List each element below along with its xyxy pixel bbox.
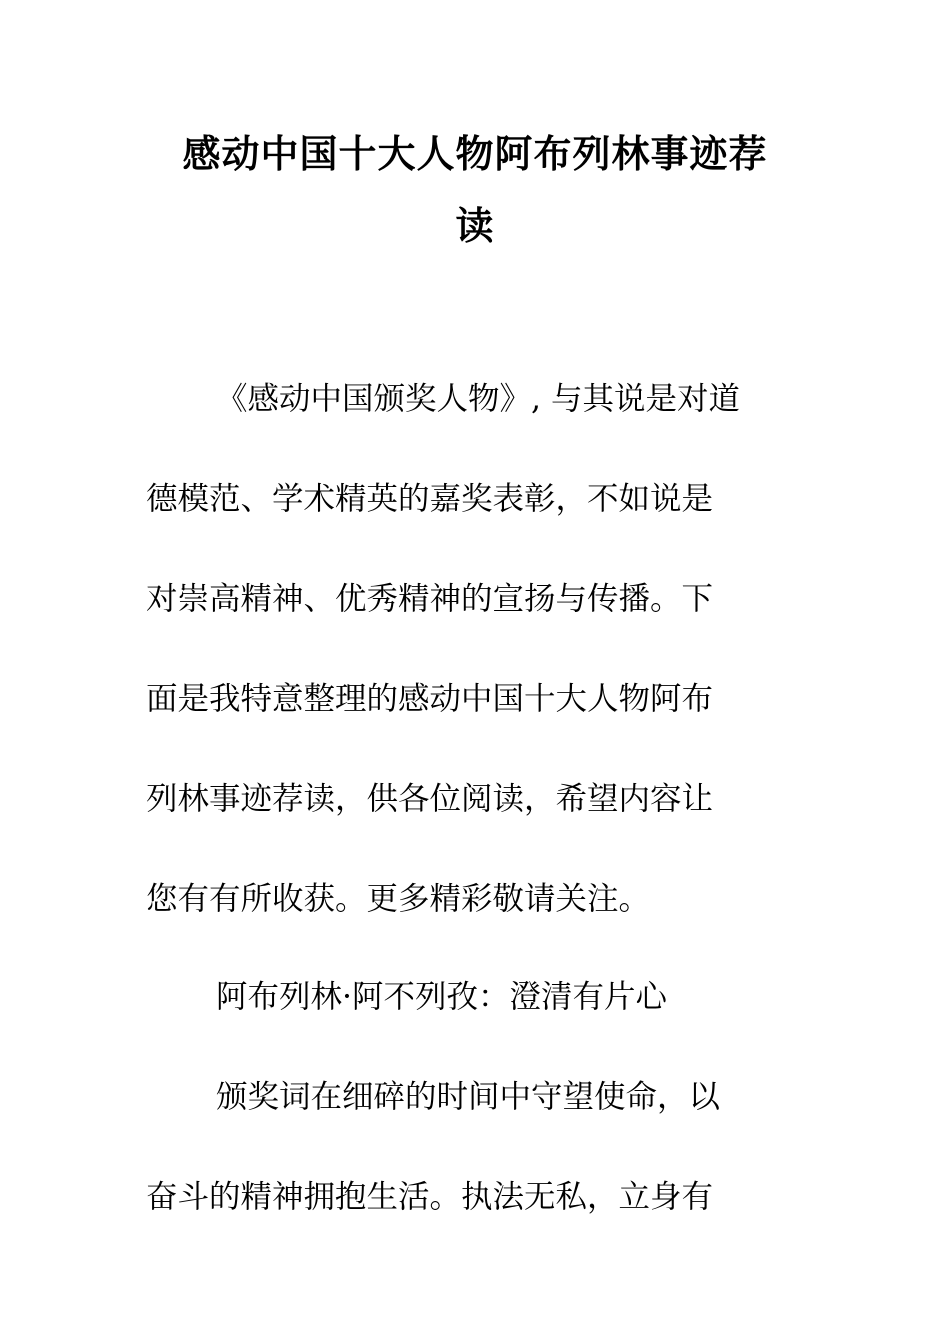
body-line-9: 奋斗的精神拥抱生活。执法无私，立身有 bbox=[146, 1179, 714, 1215]
document-title-line-2: 读 bbox=[455, 203, 495, 248]
body-line-8: 颁奖词在细碎的时间中守望使命，以 bbox=[216, 1079, 721, 1115]
body-line-5: 列林事迹荐读，供各位阅读，希望内容让 bbox=[146, 781, 714, 817]
body-line-2: 德模范、学术精英的嘉奖表彰，不如说是 bbox=[146, 481, 714, 517]
document-title-line-1: 感动中国十大人物阿布列林事迹荐 bbox=[182, 131, 768, 176]
body-line-4: 面是我特意整理的感动中国十大人物阿布 bbox=[146, 681, 714, 717]
body-line-3: 对崇高精神、优秀精神的宣扬与传播。下 bbox=[146, 581, 714, 617]
body-line-6: 您有有所收获。更多精彩敬请关注。 bbox=[146, 881, 651, 917]
section-heading: 阿布列林·阿不列孜：澄清有片心 bbox=[216, 979, 668, 1015]
body-line-1: 《感动中国颁奖人物》, 与其说是对道 bbox=[216, 381, 741, 417]
